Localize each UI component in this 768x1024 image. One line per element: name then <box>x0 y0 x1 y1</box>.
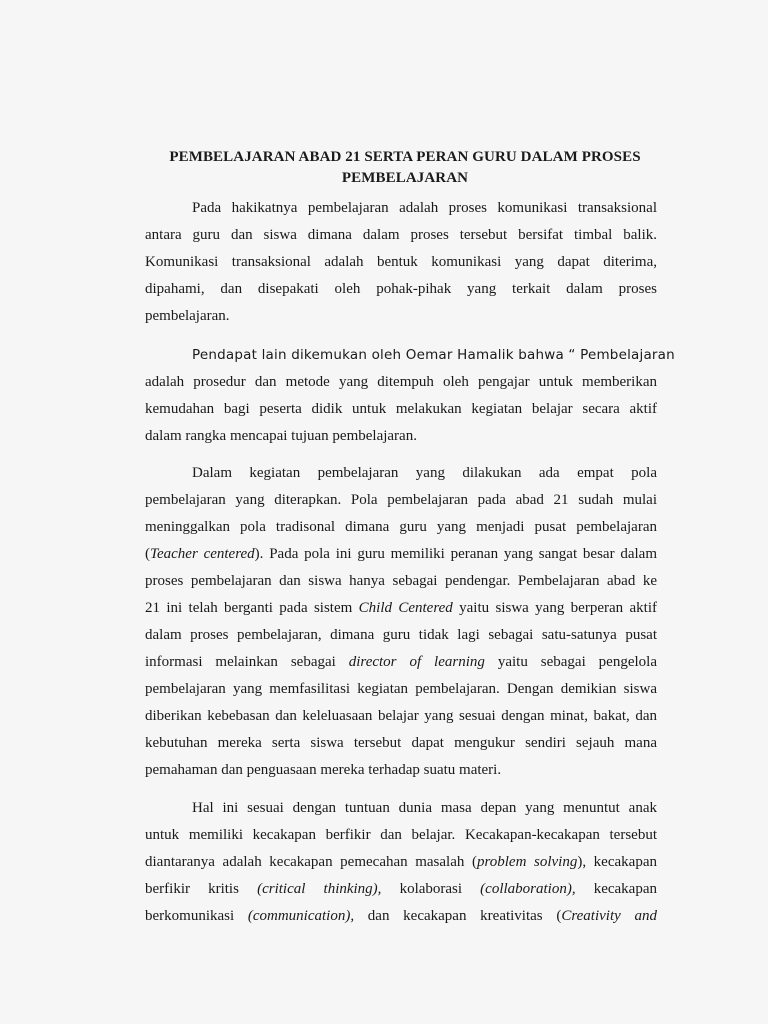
text-line: informasi melainkan sebagai director of learning yaitu sebagai pengelola <box>145 654 657 670</box>
text-line: pembelajaran yang diterapkan. Pola pembelajaran pada abad 21 sudah mulai <box>145 492 657 508</box>
paragraph-1 <box>145 195 657 330</box>
text-line: Komunikasi transaksional adalah bentuk komunikasi yang dapat diterima, <box>145 254 657 270</box>
text-line: Hal ini sesuai dengan tuntuan dunia masa depan yang menuntut anak <box>192 800 657 816</box>
text-line: meninggalkan pola tradisonal dimana guru yang menjadi pusat pembelajaran <box>145 519 657 535</box>
text-line: dipahami, dan disepakati oleh pohak-pihak yang terkait dalam proses <box>145 281 657 297</box>
text-line: pembelajaran. <box>145 308 230 324</box>
text-line: diantaranya adalah kecakapan pemecahan masalah (problem solving), kecakapan <box>145 854 657 870</box>
text-line: Pendapat lain dikemukan oleh Oemar Hamalik bahwa “ Pembelajaran <box>192 347 675 363</box>
text-line: adalah prosedur dan metode yang ditempuh oleh pengajar untuk memberikan <box>145 374 657 390</box>
document-title <box>145 147 665 189</box>
text-line: berfikir kritis (critical thinking), kolaborasi (collaboration), kecakapan <box>145 881 657 897</box>
paragraph-4 <box>145 795 657 930</box>
text-line: proses pembelajaran dan siswa hanya sebagai pendengar. Pembelajaran abad ke <box>145 573 657 589</box>
text-line: pemahaman dan penguasaan mereka terhadap suatu materi. <box>145 762 502 778</box>
text-line: diberikan kebebasan dan keleluasaan belajar yang sesuai dengan minat, bakat, dan <box>145 708 657 724</box>
text-line: dalam proses pembelajaran, dimana guru tidak lagi sebagai satu-satunya pusat <box>145 627 657 643</box>
text-line: untuk memiliki kecakapan berfikir dan belajar. Kecakapan-kecakapan tersebut <box>145 827 657 843</box>
text-line: kebutuhan mereka serta siswa tersebut dapat mengukur sendiri sejauh mana <box>145 735 657 751</box>
text-line: pembelajaran yang memfasilitasi kegiatan pembelajaran. Dengan demikian siswa <box>145 681 657 697</box>
text-line: 21 ini telah berganti pada sistem Child Centered yaitu siswa yang berperan aktif <box>145 600 657 616</box>
text-line: antara guru dan siswa dimana dalam proses tersebut bersifat timbal balik. <box>145 227 657 243</box>
text-line: berkomunikasi (communication), dan kecakapan kreativitas (Creativity and <box>145 908 657 924</box>
paragraph-3 <box>145 460 657 784</box>
text-line: dalam rangka mencapai tujuan pembelajaran. <box>145 428 417 444</box>
paragraph-2 <box>145 342 675 450</box>
title-line-2: PEMBELAJARAN <box>341 170 469 186</box>
title-line-1: PEMBELAJARAN ABAD 21 SERTA PERAN GURU DALAM PROSES <box>169 149 641 165</box>
text-line: (Teacher centered). Pada pola ini guru memiliki peranan yang sangat besar dalam <box>145 546 658 562</box>
text-line: kemudahan bagi peserta didik untuk melakukan kegiatan belajar secara aktif <box>145 401 657 417</box>
text-line: Pada hakikatnya pembelajaran adalah proses komunikasi transaksional <box>192 200 657 216</box>
text-line: Dalam kegiatan pembelajaran yang dilakukan ada empat pola <box>192 465 657 481</box>
